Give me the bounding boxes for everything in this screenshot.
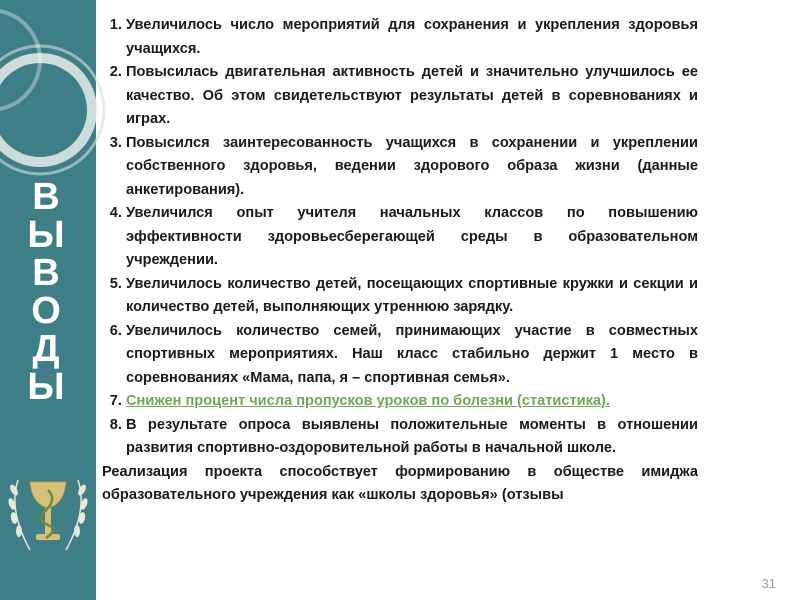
list-item: 3. Повысился заинтересованность учащихся в сохранении и укреплении собственного здоровья, ведении здорового образа жизни (данные анкетирования). (126, 132, 698, 203)
list-item: 1. Увеличилось число мероприятий для сохранения и укрепления здоровья учащихся. (126, 14, 698, 61)
conclusions-list (98, 14, 698, 461)
title-letter: Ы (27, 366, 65, 408)
list-item: 2. Повысилась двигательная активность детей и значительно улучшилось ее качество. Об этом свидетельствуют результаты детей в соревнованиях и играх. (126, 61, 698, 132)
title-letter: В (32, 176, 60, 218)
list-item: 4. Увеличился опыт учителя начальных классов по повышению эффективности здоровьесберегающей среды в образовательном учреждении. (126, 202, 698, 273)
summary-paragraph: Реализация проекта способствует формированию в обществе имиджа образовательного учреждения как «школы здоровья» (отзывы (102, 463, 698, 503)
highlighted-link[interactable]: Снижен процент числа пропусков уроков по болезни (статистика). (126, 393, 610, 409)
title-letter: Д (32, 328, 60, 370)
list-item-highlighted[interactable] (126, 390, 698, 414)
list-item: 5. Увеличилось количество детей, посещающих спортивные кружки и секции и количество детей, выполняющих утреннюю зарядку. (126, 273, 698, 320)
conclusions-text (98, 14, 698, 508)
list-item: 8. В результате опроса выявлены положительные моменты в отношении развития спортивно-оздоровительной работы в начальной школе. (126, 414, 698, 461)
hygieia-cup-emblem-icon (0, 460, 96, 570)
title-letter: О (31, 290, 61, 332)
vertical-title (26, 178, 66, 406)
list-item: 6. Увеличилось количество семей, принимающих участие в совместных спортивных мероприятиях. Наш класс стабильно держит 1 место в соревнованиях «Мама, папа, я – спортивная семья». (126, 320, 698, 391)
title-letter: Ы (27, 214, 65, 256)
title-letter: В (32, 252, 60, 294)
page-number: 31 (761, 576, 776, 591)
